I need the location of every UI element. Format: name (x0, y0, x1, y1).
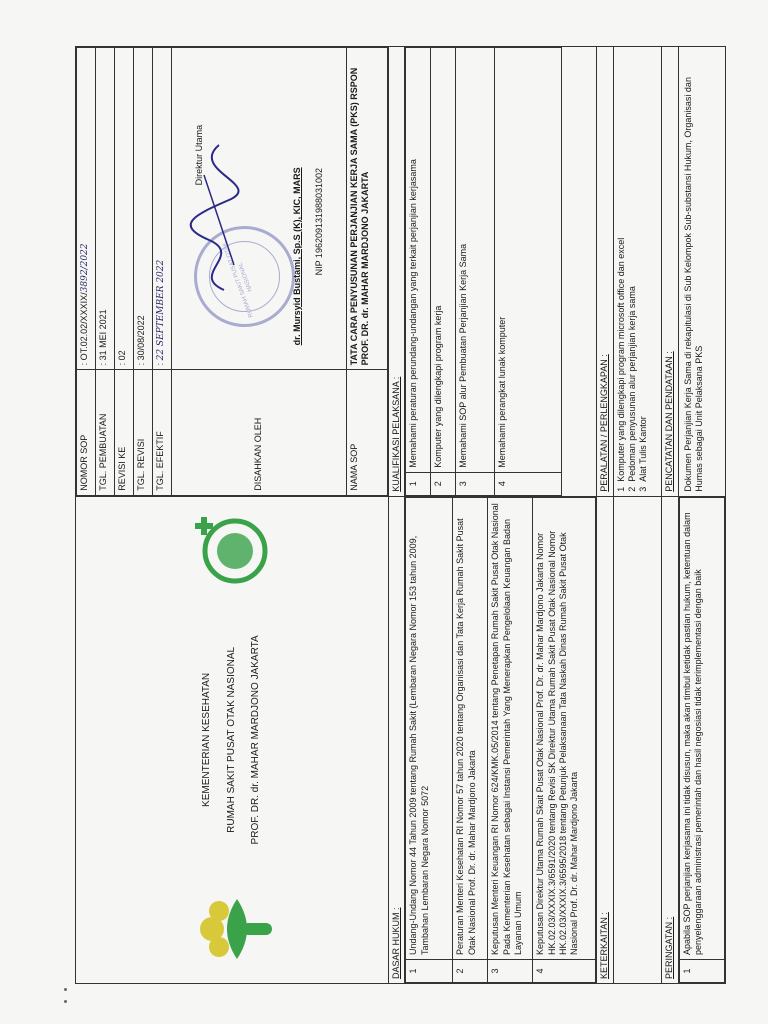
approver-title: Direktur Utama (194, 124, 204, 186)
list-item (488, 497, 533, 982)
item-number: 4 (533, 960, 596, 983)
meta-row (77, 48, 96, 496)
keterkaitan-title: KETERKAITAN : (597, 497, 613, 983)
meta-label: TGL. PEMBUATAN (96, 370, 115, 495)
item-number: 1 (406, 472, 431, 495)
kualifikasi-list (405, 47, 562, 496)
item-text: Keputusan Direktur Utama Rumah Skait Pusat Otak Nasional Prof. Dr. dr. Mahar Mardjono Jakarta Nomor HK.02.03/XXXIX.3/6591/2020 tentang Revisi SK Direktur Utama Rumah Sakit Pusat Otak Nasional Nomor HK.02.03/XXXIX.3/6595/2018 tentang Petunjuk Pelaksanaan Tata Naskah Dinas Rumah Sakit Pusat Otak Nasional Prof. Dr. dr. Mahar Mardjono Jakarta (533, 497, 596, 959)
handwritten-date: 22 SEPTEMBER 2022 (156, 259, 166, 361)
item-number: 2 (626, 486, 637, 492)
keterkaitan-section (597, 496, 662, 983)
item-text: Keputusan Menteri Keuangan RI Nomor 624/KMK.05/2014 tentang Penetapan Rumah Sakit Pusat Otak Nasional Pada Kementerian Kesehatan sebagai Instansi Pemerintah Yang Menerapkan Pengelolaan Keuangan Badan Layanan Umum (488, 497, 533, 959)
list-item (533, 497, 596, 982)
meta-value-text: 30/08/2022 (136, 315, 146, 361)
hospital-name: RUMAH SAKIT PUSAT OTAK NASIONAL (225, 646, 237, 833)
meta-value-text: 31 MEI 2021 (98, 309, 108, 361)
meta-value-text: OT.02.02/XXXIX/ (79, 292, 89, 361)
handwritten-number: 3892/2022 (80, 243, 90, 293)
peralatan-section (597, 47, 662, 497)
pencatatan-text: Dokumen Perjanjian Kerja Sama di rekapitulasi di Sub Kelompok Sub-substansi Hukum, Organisasi dan Humas sebagai Unit Pelaksana PKS (682, 77, 704, 492)
meta-label: TGL. REVISI (134, 370, 153, 495)
meta-row (115, 48, 134, 496)
list-item (406, 48, 431, 496)
peringatan-list (679, 497, 725, 983)
item-number: 1 (679, 960, 724, 983)
meta-row (134, 48, 153, 496)
sop-name: TATA CARA PENYUSUNAN PERJANJIAN KERJA SAMA (PKS) RSPON PROF. DR. dr. MAHAR MARDJONO JAKARTA (347, 48, 388, 370)
item-text: Pedoman penyusunan alur perjanjian kerja sama (626, 286, 637, 482)
sop-table (75, 46, 726, 984)
meta-label: REVISI KE (115, 370, 134, 495)
item-text: Peraturan Menteri Kesehatan RI Nomor 57 tahun 2020 tentang Organisasi dan Tata Kerja Rumah Sakit Pusat Otak Nasional Prof. Dr. dr. Mahar Mardjono Jakarta (453, 497, 488, 959)
scan-speck (64, 988, 67, 991)
approver-name: dr. Mursyid Bustami, Sp.S (K), KIC, MARS (292, 167, 302, 346)
dasar-hukum-section (389, 496, 597, 983)
item-number: 4 (495, 472, 562, 495)
peralatan-title: PERALATAN / PERLENGKAPAN : (597, 47, 613, 496)
item-text: Apabila SOP perjanjian kerjasama ini tidak disusun, maka akan timbul ketidak pastian hukum, ketentuan dalam penyelenggaraan administrasi pemerintah dan hasil negosiasi tidak terimplementasi dengan baik (679, 497, 724, 959)
approved-label: DISAHKAN OLEH (172, 370, 347, 495)
kualifikasi-title: KUALIFIKASI PELAKSANA : (389, 47, 405, 496)
dasar-hukum-list (405, 497, 596, 983)
meta-value: : 22 SEPTEMBER 2022 (153, 48, 172, 370)
meta-value: : 02 (115, 48, 134, 370)
meta-row (153, 48, 172, 496)
meta-value-text: 02 (117, 350, 127, 361)
meta-value: : 31 MEI 2021 (96, 48, 115, 370)
item-text: Komputer yang dilengkapi program microsoft office dan excel (615, 237, 626, 482)
item-text: Memahami perangkat lunak komputer (495, 48, 562, 473)
item-number: 3 (638, 486, 648, 492)
item-text: Komputer yang dilengkapi program kerja (431, 48, 456, 473)
meta-value: : OT.02.02/XXXIX/3892/2022 (77, 48, 96, 370)
list-item (453, 497, 488, 982)
dasar-hukum-title: DASAR HUKUM : (389, 497, 405, 983)
list-item (495, 48, 562, 496)
item-number: 1 (615, 486, 626, 492)
meta-label: NOMOR SOP (77, 370, 96, 495)
item-text: Undang-Undang Nomor 44 Tahun 2009 tentang Rumah Sakit (Lembaran Negara Nomor 153 tahun 2009, Tambahan Lembaran Negara Nomor 5072 (406, 497, 453, 959)
hospital-full-name: PROF. DR. dr. MAHAR MARDJONO JAKARTA (250, 635, 262, 845)
approver-nip: NIP 196209131988031002 (314, 167, 324, 276)
hospital-logo-icon (187, 511, 277, 591)
item-number: 3 (488, 960, 533, 983)
ministry-name: KEMENTERIAN KESEHATAN (201, 672, 213, 807)
list-item (431, 48, 456, 496)
signature-cell (172, 48, 347, 370)
peringatan-section (662, 496, 725, 983)
item-number: 2 (431, 472, 456, 495)
meta-row (96, 48, 115, 496)
stamp-text: RUMAH SAKIT PUSAT OTAK NASIONAL (221, 241, 255, 319)
item-text: Memahami peraturan perundang-undangan yang terkait perjanjian kerjasama (406, 48, 431, 473)
item-number: 1 (406, 960, 453, 983)
meta-label: TGL. EFEKTIF (153, 370, 172, 495)
meta-value: : 30/08/2022 (134, 48, 153, 370)
list-item (456, 48, 495, 496)
ministry-logo-icon (187, 889, 277, 969)
meta-table (76, 47, 388, 496)
list-item (616, 51, 627, 492)
sop-name-label: NAMA SOP (347, 370, 388, 495)
pencatatan-title: PENCATATAN DAN PENDATAAN : (662, 47, 678, 496)
list-item (627, 51, 638, 492)
scan-speck (64, 1000, 67, 1003)
peralatan-list (614, 47, 652, 496)
header-left-cell (76, 496, 389, 983)
sop-sheet (75, 46, 704, 984)
peringatan-title: PERINGATAN : (662, 497, 678, 983)
meta-cell (76, 47, 389, 497)
item-number: 3 (456, 472, 495, 495)
item-text: Memahami SOP alur Pembuatan Perjanjian Kerja Sama (456, 48, 495, 473)
list-item (638, 51, 649, 492)
pencatatan-section (662, 47, 725, 497)
kualifikasi-section (389, 47, 597, 497)
list-item (679, 497, 724, 982)
institution-names (189, 635, 275, 844)
item-text: Alat Tulis Kantor (638, 416, 648, 482)
list-item (406, 497, 453, 982)
item-number: 2 (453, 960, 488, 983)
